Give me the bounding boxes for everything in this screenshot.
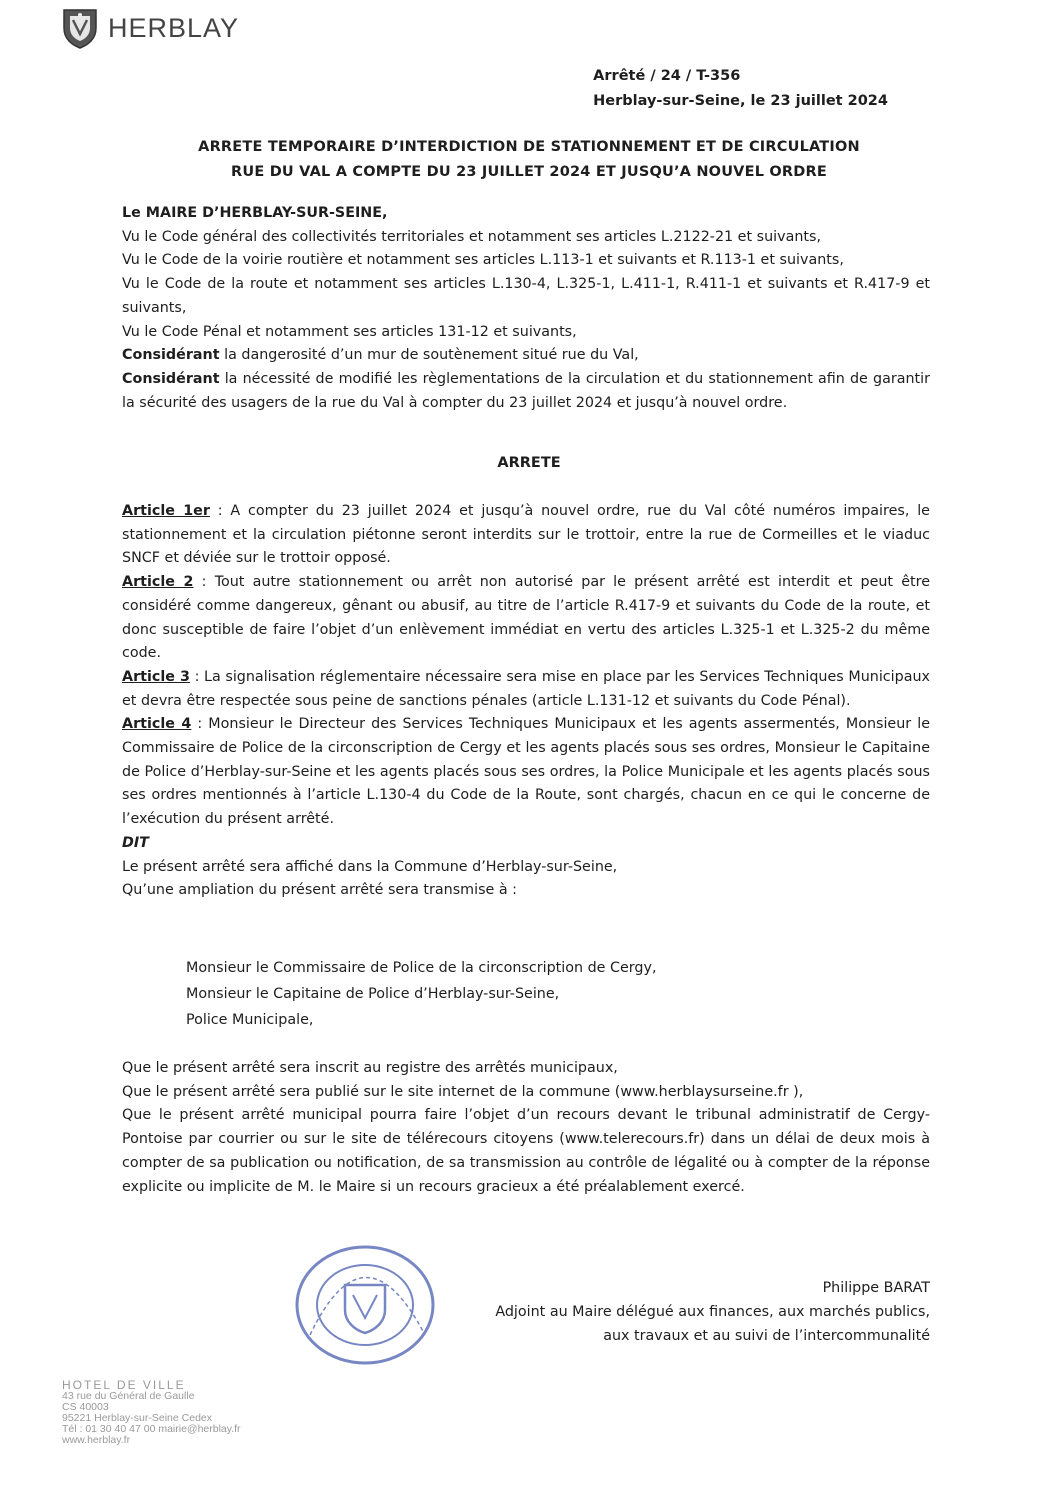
article-4-text: : Monsieur le Directeur des Services Techniques Municipaux et les agents assermentés, Monsieur le Commissaire de Police de la circonscription de Cergy et les agents placés sous ses ordres, Monsieur le Capitaine de Police d’Herblay-sur-Seine et les agents placés sous ses ordres, la Police Municipale et les agents placés sous ses ordres mentionnés à l’article L.130-4 du Code de la Route, sont chargés, chacun en ce qui le concerne de l’exécution du présent arrêté.: [122, 716, 930, 828]
signatory-name: Philippe BARAT: [822, 1280, 930, 1296]
vu-line-4: Vu le Code Pénal et notamment ses articles 131-12 et suivants,: [122, 323, 577, 340]
vu-line-3: Vu le Code de la route et notamment ses articles L.130-4, L.325-1, L.411-1, R.411-1 et suivants et R.417-9 et suivants,: [122, 276, 930, 316]
considerant-2-lead: Considérant: [122, 370, 220, 387]
articles: [122, 500, 930, 903]
article-3-label: Article 3: [122, 668, 190, 685]
place-date: Herblay-sur-Seine, le 23 juillet 2024: [593, 93, 888, 109]
signature-block: [495, 1276, 930, 1348]
mayor-heading: Le MAIRE D’HERBLAY-SUR-SEINE,: [122, 205, 388, 221]
article-2-text: : Tout autre stationnement ou arrêt non autorisé par le présent arrêté est interdit et peut être considéré comme dangereux, gênant ou abusif, au titre de l’article R.417-9 et suivants du Code de la route, et donc susceptible de faire l’objet d’un enlèvement immédiat en vertu des articles L.325-1 et L.325-2 du même code.: [122, 574, 930, 662]
considerant-2-text: la nécessité de modifié les règlementations de la circulation et du stationnement afin de garantir la sécurité des usagers de la rue du Val à compter du 23 juillet 2024 et jusqu’à nouvel ordre.: [122, 370, 930, 411]
footer-line: CS 40003: [62, 1401, 109, 1413]
document-title: [0, 135, 1058, 185]
footer-line: www.herblay.fr: [62, 1434, 131, 1446]
closing-publication: Que le présent arrêté sera publié sur le site internet de la commune (www.herblaysurseine.fr ),: [122, 1083, 804, 1100]
article-3-text: : La signalisation réglementaire nécessaire sera mise en place par les Services Techniques Municipaux et devra être respectée sous peine de sanctions pénales (article L.131-12 et suivants du Code Pénal).: [122, 668, 930, 709]
considerant-1-text: la dangerosité d’un mur de soutènement situé rue du Val,: [219, 347, 639, 364]
vu-line-2: Vu le Code de la voirie routière et notamment ses articles L.113-1 et suivants et R.113-1 et suivants,: [122, 252, 844, 269]
vu-line-1: Vu le Code général des collectivités territoriales et notamment ses articles L.2122-21 et suivants,: [122, 228, 821, 245]
footer-address: [62, 1380, 241, 1446]
dit-heading: DIT: [122, 834, 149, 851]
article-1-label: Article 1er: [122, 503, 210, 519]
recipients-list: [186, 955, 657, 1033]
article-2: [122, 571, 930, 666]
ref-number: Arrêté / 24 / T-356: [593, 68, 741, 84]
considerant-1: [122, 344, 930, 368]
city-crest-icon: [58, 6, 102, 50]
footer-line: HOTEL DE VILLE: [62, 1378, 186, 1392]
article-2-label: Article 2: [122, 574, 194, 591]
closing-recours: Que le présent arrêté municipal pourra faire l’objet d’un recours devant le tribunal administratif de Cergy-Pontoise par courrier ou sur le site de télérecours citoyens (www.telerecours.fr) dans un délai de deux mois à compter de sa publication ou notification, de sa transmission au contrôle de légalité ou à compter de la réponse explicite ou implicite de M. le Maire si un recours gracieux a été préalablement exercé.: [122, 1107, 930, 1195]
footer-line: 43 rue du Général de Gaulle: [62, 1390, 195, 1402]
herblay-logo: [58, 6, 239, 50]
article-4-label: Article 4: [122, 716, 192, 733]
considerant-2: [122, 368, 930, 415]
ampliation-line: Qu’une ampliation du présent arrêté sera transmise à :: [122, 882, 517, 899]
signatory-role-2: aux travaux et au suivi de l’intercommunalité: [603, 1328, 930, 1344]
signatory-role-1: Adjoint au Maire délégué aux finances, aux marchés publics,: [495, 1304, 930, 1320]
article-3: [122, 666, 930, 713]
article-1-text: : A compter du 23 juillet 2024 et jusqu’à nouvel ordre, rue du Val côté numéros impaires, le stationnement et la circulation piétonne seront interdits sur le trottoir, entre la rue de Cormeilles et le viaduc SNCF et déviée sur le trottoir opposé.: [122, 503, 930, 567]
recipient-item: Police Municipale,: [186, 1012, 314, 1028]
closing: [122, 1057, 930, 1199]
logo-text: HERBLAY: [108, 12, 240, 43]
article-4: [122, 713, 930, 832]
closing-registre: Que le présent arrêté sera inscrit au registre des arrêtés municipaux,: [122, 1060, 618, 1076]
footer-line: 95221 Herblay-sur-Seine Cedex: [62, 1412, 212, 1424]
title-line-2: RUE DU VAL A COMPTE DU 23 JUILLET 2024 ET JUSQU’A NOUVEL ORDRE: [231, 164, 827, 180]
arrete-heading: ARRETE: [497, 455, 561, 471]
considerant-1-lead: Considérant: [122, 347, 220, 364]
recipient-item: Monsieur le Commissaire de Police de la circonscription de Cergy,: [186, 960, 657, 976]
footer-line: Tél : 01 30 40 47 00 mairie@herblay.fr: [62, 1423, 241, 1435]
title-line-1: ARRETE TEMPORAIRE D’INTERDICTION DE STATIONNEMENT ET DE CIRCULATION: [198, 139, 860, 155]
official-stamp-icon: [290, 1240, 440, 1370]
reference-block: [593, 64, 888, 114]
preamble: [122, 202, 930, 415]
affichage-line: Le présent arrêté sera affiché dans la Commune d’Herblay-sur-Seine,: [122, 858, 618, 875]
article-1: [122, 500, 930, 571]
recipient-item: Monsieur le Capitaine de Police d’Herblay-sur-Seine,: [186, 986, 560, 1002]
